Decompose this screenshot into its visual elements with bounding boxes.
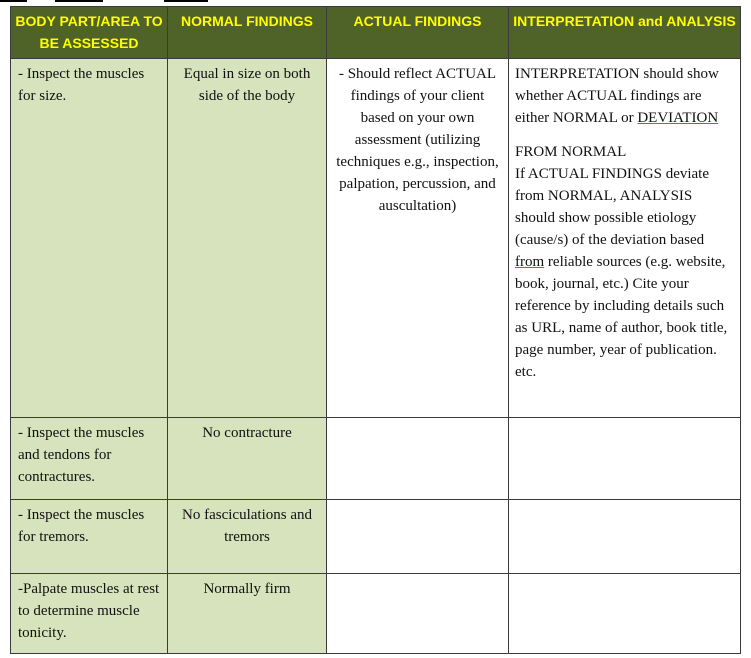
paragraph-gap xyxy=(515,129,734,141)
body-part-cell: -Palpate muscles at rest to determine muscle tonicity. xyxy=(11,574,168,654)
musculoskeletal-assessment-table xyxy=(10,6,741,654)
body-part-cell: - Inspect the muscles for size. xyxy=(11,59,168,418)
interpretation-text: INTERPRETATION should show whether ACTUAL findings are either NORMAL or xyxy=(515,66,719,126)
header-interpretation: INTERPRETATION and ANALYSIS xyxy=(509,7,741,59)
interpretation-cell[interactable] xyxy=(509,574,741,654)
analysis-text-b: reliable sources (e.g. website, book, journal, etc.) Cite your reference by including details such as URL, name of author, book title, page number, year of publication. etc. xyxy=(515,254,728,380)
interpretation-cell[interactable] xyxy=(509,500,741,574)
header-normal-findings: NORMAL FINDINGS xyxy=(168,7,327,59)
analysis-paragraph xyxy=(515,141,734,383)
table-row xyxy=(11,59,741,418)
analysis-text-a: If ACTUAL FINDINGS deviate from NORMAL, ANALYSIS should show possible etiology (cause/s) of the deviation based xyxy=(515,166,709,248)
table-row xyxy=(11,574,741,654)
interpretation-paragraph xyxy=(515,63,734,129)
interpretation-cell[interactable] xyxy=(509,418,741,500)
body-part-cell: - Inspect the muscles for tremors. xyxy=(11,500,168,574)
actual-findings-cell[interactable] xyxy=(327,574,509,654)
table-row xyxy=(11,418,741,500)
normal-findings-cell: No contracture xyxy=(168,418,327,500)
from-underlined: from xyxy=(515,254,545,270)
actual-findings-cell[interactable]: - Should reflect ACTUAL findings of your client based on your own assessment (utilizing techniques e.g., inspection, palpation, percussion, and auscultation) xyxy=(327,59,509,418)
normal-findings-cell: No fasciculations and tremors xyxy=(168,500,327,574)
header-body-part: BODY PART/AREA TO BE ASSESSED xyxy=(11,7,168,59)
body-part-cell: - Inspect the muscles and tendons for contractures. xyxy=(11,418,168,500)
deviation-underlined: DEVIATION xyxy=(637,110,719,126)
header-actual-findings: ACTUAL FINDINGS xyxy=(327,7,509,59)
actual-findings-cell[interactable] xyxy=(327,418,509,500)
actual-findings-cell[interactable] xyxy=(327,500,509,574)
normal-findings-cell: Equal in size on both side of the body xyxy=(168,59,327,418)
table-row xyxy=(11,500,741,574)
normal-findings-cell: Normally firm xyxy=(168,574,327,654)
from-normal-text: FROM NORMAL xyxy=(515,144,627,160)
interpretation-cell[interactable] xyxy=(509,59,741,418)
header-row xyxy=(11,7,741,59)
